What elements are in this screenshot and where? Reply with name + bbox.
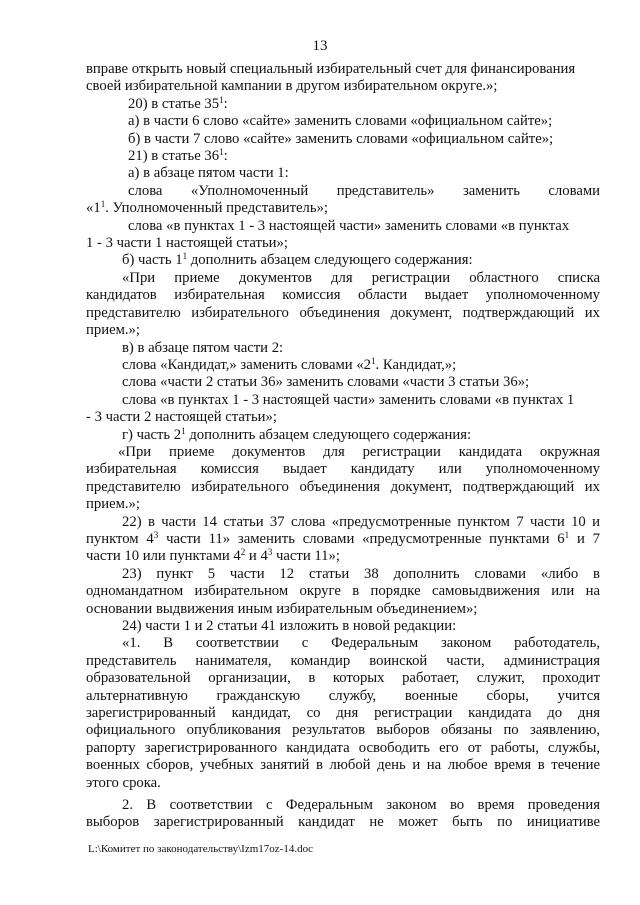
text-line (86, 757, 600, 774)
text-run: представителю избирательного объединения документ, подтверждающий их (86, 478, 600, 495)
text-line (86, 200, 600, 217)
text-line (86, 722, 600, 739)
text-line (86, 548, 600, 565)
superscript: 2 (240, 547, 246, 558)
superscript: 3 (267, 547, 273, 558)
text-run: - 3 части 2 настоящей статьи»; (86, 409, 277, 426)
text-line (86, 814, 600, 831)
superscript: 3 (153, 529, 159, 540)
text-run: избирательная комиссия выдает кандидату или уполномоченному (86, 461, 600, 478)
text-run: 1 - 3 части 1 настоящей статьи»; (86, 235, 288, 252)
text-line (86, 165, 600, 182)
text-run: выборов зарегистрированный кандидат не может быть по инициативе (86, 814, 600, 831)
text-line (86, 427, 600, 444)
document-body (86, 61, 600, 832)
text-run: б) в части 7 слово «сайте» заменить словами «официальном сайте»; (128, 130, 554, 147)
text-line (86, 322, 600, 339)
text-line (86, 635, 600, 652)
superscript: 1 (182, 251, 188, 262)
text-line (86, 78, 600, 95)
text-line (86, 705, 600, 722)
text-run: «При приеме документов для регистрации кандидата окружная (118, 443, 600, 460)
text-run: части 10 или пунктами 4 (86, 548, 241, 565)
text-run: этого срока. (86, 774, 161, 791)
text-run: г) часть 2 (122, 426, 182, 443)
text-run: и 4 (245, 548, 268, 565)
text-run: слова «в пунктах 1 - 3 настоящей части» заменить словами «в пунктах 1 (122, 391, 575, 408)
text-line (86, 340, 600, 357)
text-line (86, 583, 600, 600)
superscript: 1 (181, 425, 186, 436)
text-run: слова «части 2 статьи 36» заменить словами «части 3 статьи 36»; (122, 374, 530, 391)
text-run: и 7 (569, 530, 600, 547)
text-run: б) часть 1 (122, 252, 183, 269)
page-number: 13 (312, 38, 328, 54)
text-line (86, 688, 600, 705)
text-run: слова «в пунктах 1 - 3 настоящей части» заменить словами «в пунктах (128, 217, 570, 234)
superscript: 1 (371, 355, 376, 366)
text-line (86, 514, 600, 531)
text-run: прием.»; (86, 322, 140, 339)
text-run: а) в абзаце пятом части 1: (128, 165, 289, 182)
superscript: 1 (564, 529, 570, 540)
text-run: слова «Уполномоченный представитель» заменить словами (128, 182, 600, 199)
text-run: основании выдвижения иным избирательным объединением»; (86, 600, 478, 617)
text-run: части 11» заменить словами «предусмотренные пунктами 6 (158, 530, 565, 547)
text-run: «1. В соответствии с Федеральным законом работодатель, (122, 635, 600, 652)
text-line (86, 531, 600, 548)
text-run: представитель нанимателя, командир воинской части, администрация (86, 652, 600, 669)
text-line (86, 740, 600, 757)
superscript: 1 (219, 94, 224, 105)
text-run: 2. В соответствии с Федеральным законом во время проведения (122, 797, 600, 814)
text-run: 21) в статье 36 (128, 148, 220, 165)
text-line (86, 252, 600, 269)
text-line (86, 392, 600, 409)
text-run: слова «Кандидат,» заменить словами «2 (122, 356, 372, 373)
text-run: представителю избирательного объединения документ, подтверждающий их (86, 304, 600, 321)
text-run: 23) пункт 5 части 12 статьи 38 дополнить словами «либо в (122, 565, 600, 582)
text-run: дополнить абзацем следующего содержания: (187, 252, 473, 269)
text-line (86, 797, 600, 814)
text-line (86, 270, 600, 287)
text-run: «1 (86, 200, 101, 217)
superscript: 1 (219, 147, 224, 158)
text-run: альтернативную гражданскую службу, военные сборы, учится (86, 687, 600, 704)
text-run: 20) в статье 35 (128, 95, 220, 112)
text-run: «При приеме документов для регистрации областного списка (122, 269, 600, 286)
text-run: . Уполномоченный представитель»; (105, 200, 329, 217)
text-line (86, 618, 600, 635)
text-line (86, 183, 600, 200)
text-run: одномандатном избирательном округе в порядке самовыдвижения или на (86, 583, 600, 600)
text-run: дополнить абзацем следующего содержания: (185, 426, 472, 443)
text-run: рапорту зарегистрированного кандидата освободить его от работы, службы, (86, 739, 600, 756)
text-line (86, 357, 600, 374)
text-line (86, 131, 600, 148)
text-run: : (223, 148, 228, 165)
text-run: прием.»; (86, 496, 140, 513)
text-line (86, 461, 600, 478)
text-line (86, 653, 600, 670)
superscript: 1 (100, 199, 106, 210)
text-run: пунктом 4 (86, 530, 154, 547)
text-line (86, 61, 600, 78)
text-run: своей избирательной кампании в другом избирательном округе.»; (86, 78, 498, 95)
text-run: 22) в части 14 статьи 37 слова «предусмотренные пунктом 7 части 10 и (122, 513, 600, 530)
text-run: образовательной организации, в которых работает, служит, проходит (86, 670, 600, 687)
text-line (86, 305, 600, 322)
text-run: зарегистрированный кандидат, со дня регистрации кандидата до дня (86, 705, 600, 722)
text-line (86, 409, 600, 426)
text-line (86, 287, 600, 304)
text-run: кандидатов избирательная комиссия области выдает уполномоченному (86, 287, 600, 304)
text-run: вправе открыть новый специальный избирательный счет для финансирования (86, 61, 576, 77)
text-line (86, 148, 600, 165)
text-line (86, 496, 600, 513)
text-run: : (223, 95, 228, 112)
text-run: . Кандидат,»; (375, 356, 457, 373)
text-run: части 11»; (272, 548, 340, 565)
text-run: официального опубликования результатов выборов обязаны по заявлению, (86, 722, 600, 739)
text-line (86, 218, 600, 235)
text-line (86, 444, 600, 461)
text-run: военных сборов, учебных занятий в любой день и на любое время в течение (86, 757, 600, 774)
text-line (86, 113, 600, 130)
text-line (86, 374, 600, 391)
text-line (86, 235, 600, 252)
text-run: в) в абзаце пятом части 2: (122, 339, 284, 356)
text-run: 24) части 1 и 2 статьи 41 изложить в новой редакции: (122, 618, 457, 634)
text-line (86, 566, 600, 583)
text-line (86, 96, 600, 113)
footer-file-path: L:\Комитет по законодательству\Izm17oz-14.doc (88, 843, 313, 855)
text-line (86, 479, 600, 496)
text-run: а) в части 6 слово «сайте» заменить словами «официальном сайте»; (128, 113, 553, 130)
text-line (86, 775, 600, 792)
text-line (86, 601, 600, 618)
text-line (86, 670, 600, 687)
